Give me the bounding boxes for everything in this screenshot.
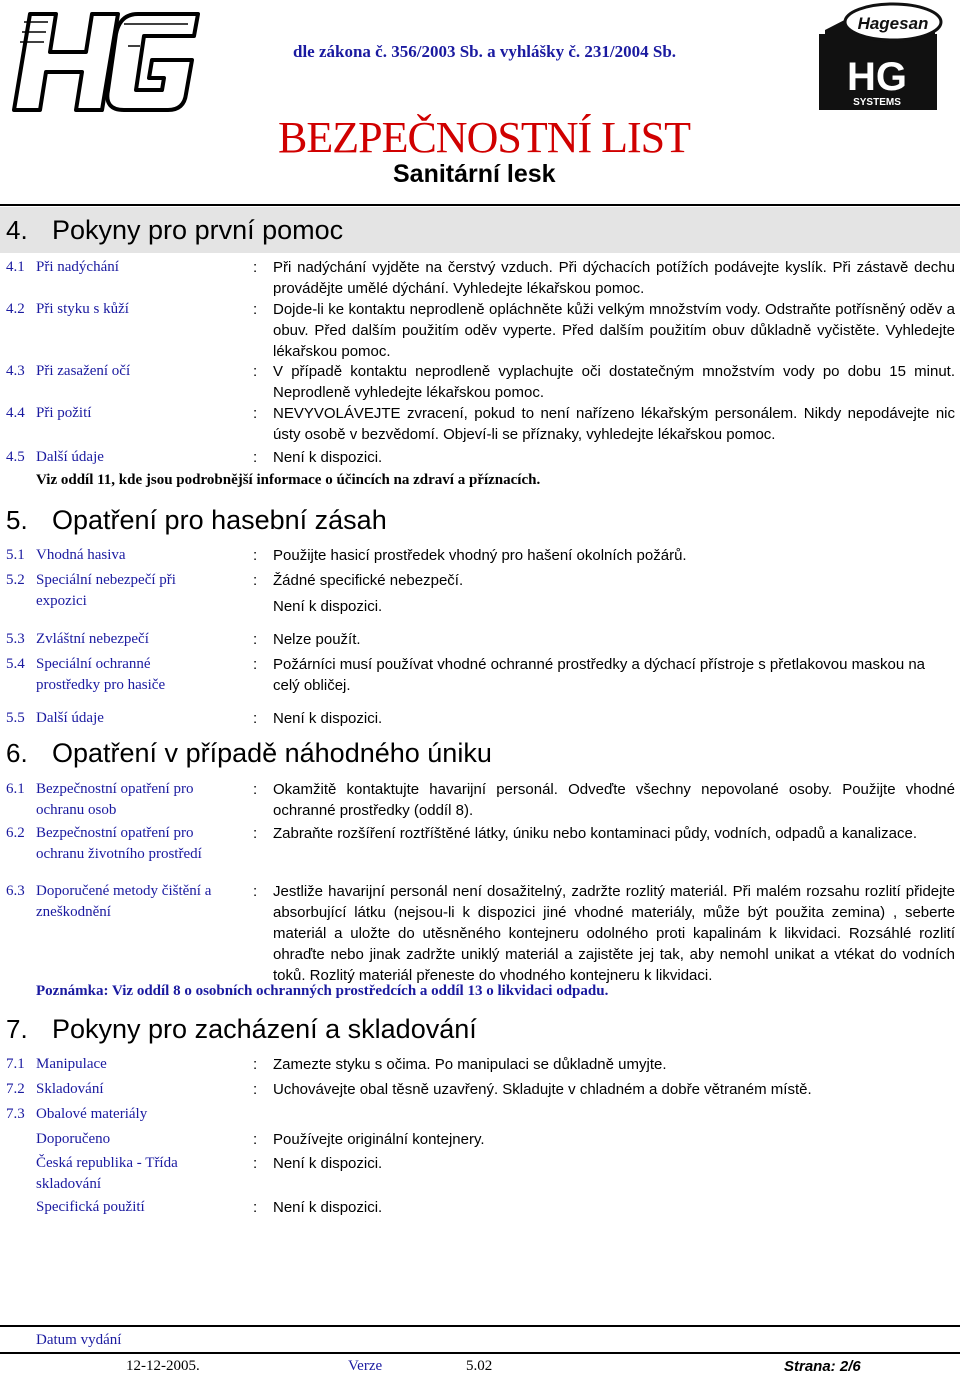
page-number: Strana: 2/6: [784, 1358, 861, 1375]
row-label: 4.2 Při styku s kůží: [6, 301, 129, 317]
row-label: 6.3 Doporučené metody čištění a zneškodnění: [6, 883, 212, 920]
row-label: 5.1 Vhodná hasiva: [6, 547, 126, 563]
row-text: Není k dispozici.: [273, 1155, 383, 1172]
section-note: Viz oddíl 11, kde jsou podrobnější informace o účincích na zdraví a příznacích.: [36, 472, 541, 488]
section-6-heading: [0, 733, 960, 773]
issue-date: 12-12-2005.: [126, 1358, 200, 1374]
row-text: Okamžitě kontaktujte havarijní personál. Odveďte všechny nepovolané osoby. Použijte vhodné ochranné prostředky (oddíl 8).: [273, 781, 955, 819]
section-number: 4.: [6, 214, 28, 245]
row-text: Není k dispozici.: [273, 710, 383, 727]
footer-divider: [0, 1325, 960, 1327]
row-text: Použijte hasicí prostředek vhodný pro hašení okolních požárů.: [273, 547, 687, 564]
page-header: [0, 0, 960, 205]
row-text: Požárníci musí používat vhodné ochranné prostředky a dýchací přístroje s přetlakovou maskou na celý obličej.: [273, 656, 926, 694]
row-label: 5.2 Speciální nebezpečí při expozici: [6, 572, 176, 609]
row-label: Doporučeno: [36, 1131, 111, 1147]
row-text: Žádné specifické nebezpečí.: [273, 572, 464, 589]
row-text: Při nadýchání vyjděte na čerstvý vzduch. Při dýchacích potížích podávejte kyslík. Při zástavě dechu provádějte umělé dýchání. Vyhledejte lékařskou pomoc.: [273, 259, 955, 297]
page-footer: [0, 1330, 960, 1390]
section-title: Opatření pro hasební zásah: [52, 504, 387, 535]
hagesan-badge-icon: [805, 0, 945, 110]
section-title: Pokyny pro první pomoc: [52, 214, 344, 245]
header-divider: [0, 204, 960, 206]
row-label: 6.1 Bezpečnostní opatření pro ochranu osob: [6, 781, 194, 818]
section-5-heading: [0, 500, 960, 540]
row-label: 5.5 Další údaje: [6, 710, 104, 726]
badge-main-text: HG: [847, 55, 907, 99]
row-label: Specifická použití: [36, 1199, 145, 1215]
section-number: 5.: [6, 504, 28, 535]
section-4-heading: [0, 207, 960, 253]
footer-inner-divider: [0, 1352, 960, 1354]
row-text: Zamezte styku s očima. Po manipulaci se důkladně umyjte.: [273, 1056, 667, 1073]
row-text: Není k dispozici.: [273, 449, 383, 466]
version-label: Verze: [348, 1358, 383, 1374]
hg-logo-icon: [8, 6, 208, 118]
row-text: Nelze použít.: [273, 631, 361, 648]
row-label: 6.2 Bezpečnostní opatření pro ochranu životního prostředí: [6, 825, 202, 862]
section-title: Opatření v případě náhodného úniku: [52, 737, 492, 768]
badge-bottom-text: SYSTEMS: [853, 97, 901, 108]
row-label: Česká republika - Třída skladování: [36, 1155, 178, 1192]
legal-reference: dle zákona č. 356/2003 Sb. a vyhlášky č. 231/2004 Sb.: [293, 42, 677, 61]
row-text: NEVYVOLÁVEJTE zvracení, pokud to není nařízeno lékařským personálem. Nikdy nepodávejte nic ústy osobě v bezvědomí. Objeví-li se příznaky, vyhledejte lékařskou pomoc.: [273, 405, 955, 443]
row-label: 4.3 Při zasažení očí: [6, 363, 131, 379]
section-number: 6.: [6, 737, 28, 768]
row-label: 5.3 Zvláštní nebezpečí: [6, 631, 149, 647]
row-text: Zabraňte rozšíření roztříštěné látky, úniku nebo kontaminaci půdy, vodních, odpadů a kanalizace.: [273, 825, 917, 842]
row-label: 4.4 Při požití: [6, 405, 92, 421]
row-text: Jestliže havarijní personál není dosažitelný, zadržte rozlitý materiál. Při malém rozsahu rozlití přidejte absorbující látku (nejsou-li k dispozici jiné vhodné materiály, může být použita zemina) , seberte materiál a uložte do utěsněného kontejneru odolného proti kapalinám k likvidaci. Rozsáhlé rozlití ohraďte nebo jinak zadržte uniklý materiál a zajistěte jej tak, aby nemohl unikat a vtékat do vodních toků. Rozlitý materiál přeneste do vhodného kontejneru k likvidaci.: [273, 883, 955, 984]
product-name: Sanitární lesk: [393, 160, 556, 188]
row-text-secondary: Není k dispozici.: [273, 598, 383, 615]
badge-top-text: Hagesan: [857, 14, 929, 33]
section-note: Poznámka: Viz oddíl 8 o osobních ochranných prostředcích a oddíl 13 o likvidaci odpadu.: [36, 983, 609, 999]
row-label: 4.5 Další údaje: [6, 449, 104, 465]
row-text: Není k dispozici.: [273, 1199, 383, 1216]
row-text: V případě kontaktu neprodleně vyplachujte oči dostatečným množstvím vody po dobu 15 minut. Neprodleně vyhledejte lékařskou pomoc.: [273, 363, 955, 401]
row-label: 5.4 Speciální ochranné prostředky pro hasiče: [6, 656, 166, 693]
section-7-heading: [0, 1008, 960, 1050]
row-text: Dojde-li ke kontaktu neprodleně opláchněte kůži velkým množstvím vody. Odstraňte potřísněný oděv a obuv. Před dalším použitím oděv vyperte. Před dalším použitím obuv důkladně vyčistěte. Vyhledejte lékařskou pomoc.: [273, 301, 955, 360]
issue-date-label: Datum vydání: [36, 1332, 122, 1348]
version-number: 5.02: [466, 1358, 493, 1374]
row-label: 7.2 Skladování: [6, 1081, 104, 1097]
row-text: Používejte originální kontejnery.: [273, 1131, 485, 1148]
section-number: 7.: [6, 1013, 28, 1044]
row-text: Uchovávejte obal těsně uzavřený. Skladujte v chladném a dobře větraném místě.: [273, 1081, 812, 1098]
document-title: BEZPEČNOSTNÍ LIST: [278, 113, 690, 162]
section-title: Pokyny pro zacházení a skladování: [52, 1013, 477, 1044]
row-label: 7.1 Manipulace: [6, 1056, 107, 1072]
row-label: 4.1 Při nadýchání: [6, 259, 119, 275]
row-label: 7.3 Obalové materiály: [6, 1106, 148, 1122]
